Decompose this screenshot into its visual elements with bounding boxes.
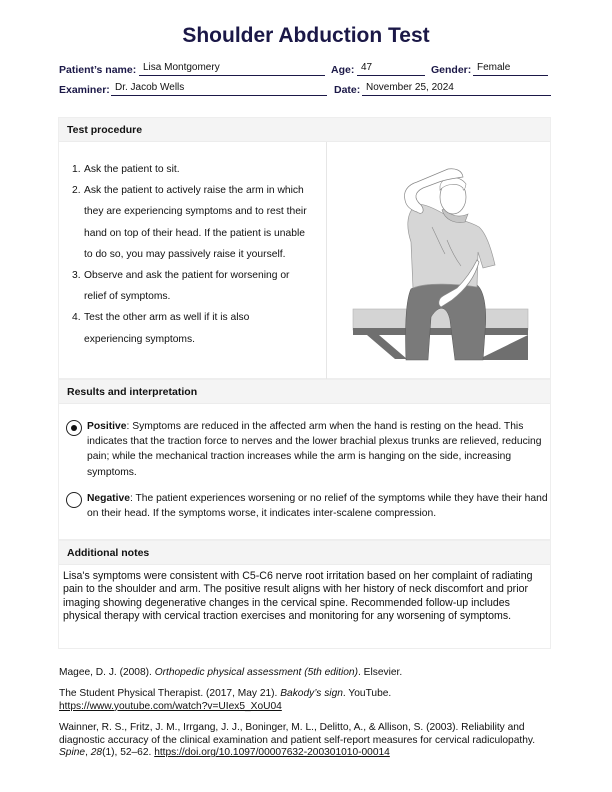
reference-text: . YouTube.: [342, 688, 392, 700]
procedure-step: [72, 159, 327, 180]
positive-text: : Symptoms are reduced in the affected arm when the hand is resting on the head. This indicates that the traction force to nerves and the lower brachial plexus trunks are relieved, reducing pain; while the mechanical traction increases while the arm is hanging on the side, increasing symptoms.: [87, 421, 542, 478]
additional-notes-section: [58, 540, 551, 649]
patient-name-label: Patient’s name:: [59, 64, 137, 76]
test-procedure-heading: Test procedure: [59, 118, 550, 142]
age-label: Age:: [331, 64, 355, 76]
procedure-steps-list: [72, 159, 327, 350]
procedure-step: [72, 180, 327, 265]
step-text-line: hand on top of their head. If the patient is unable: [84, 227, 305, 239]
examiner-field[interactable]: Dr. Jacob Wells: [111, 83, 327, 96]
negative-description: [87, 491, 549, 521]
results-section: [58, 379, 551, 540]
reference-title: Spine: [59, 747, 86, 759]
bench-frame: [353, 328, 528, 335]
negative-text: : The patient experiences worsening or no relief of the symptoms while they have their hand on their head. If the symptoms worse, it indicates inter-scalene compression.: [87, 493, 548, 520]
step-number: 4.: [72, 312, 81, 324]
illustration-panel: [327, 142, 552, 379]
step-number: 2.: [72, 185, 81, 197]
negative-radio[interactable]: [66, 492, 82, 508]
reference-text: The Student Physical Therapist. (2017, May 21).: [59, 688, 281, 700]
reference-title: Bakody’s sign: [280, 688, 343, 700]
positive-description: [87, 419, 549, 480]
date-label: Date:: [334, 84, 361, 96]
bench-leg-left: [367, 335, 407, 359]
references-list: [59, 667, 559, 768]
reference-text: . Elsevier.: [358, 667, 403, 678]
results-heading: Results and interpretation: [59, 380, 550, 404]
step-text-line: Observe and ask the patient for worsening or: [84, 270, 290, 282]
reference-volume: 28: [90, 747, 103, 759]
result-option-positive[interactable]: [66, 419, 546, 481]
reference-text: Wainner, R. S., Fritz, J. M., Irrgang, J. J., Boninger, M. L., Delitto, A., & Allison, S. (2003). Reliability and diagnostic accuracy of the clinical examination and patient self-report measures for cervical radiculopathy.: [59, 722, 536, 746]
step-number: 1.: [72, 164, 81, 175]
gender-field[interactable]: Female: [473, 63, 548, 76]
reference-link[interactable]: https://www.youtube.com/watch?v=UIex5_XoU04: [59, 700, 282, 712]
step-text-line: they are experiencing symptoms and to rest their: [84, 206, 307, 218]
reference-item: [59, 688, 559, 713]
step-text-line: Ask the patient to sit.: [84, 164, 180, 175]
additional-notes-heading: Additional notes: [59, 541, 550, 565]
test-procedure-section: [58, 117, 551, 379]
reference-text: (1), 52–62.: [102, 747, 155, 759]
positive-radio[interactable]: [66, 420, 82, 436]
age-field[interactable]: 47: [357, 63, 425, 76]
negative-label: Negative: [87, 493, 130, 504]
reference-item: [59, 722, 559, 759]
date-field[interactable]: November 25, 2024: [362, 83, 551, 96]
additional-notes-text[interactable]: Lisa's symptoms were consistent with C5-C6 nerve root irritation based on her complaint of radiating pain to the shoulder and arm. The positive result aligns with her history of neck discomfort and prior imaging showing degenerative changes in the cervical spine. Recommended follow-up includes physical therapy with cervical traction exercises and monitoring for any worsening of symptoms.: [63, 570, 533, 623]
reference-text: ,: [85, 747, 91, 759]
result-option-negative[interactable]: [66, 491, 546, 523]
gender-label: Gender:: [431, 64, 472, 76]
reference-link[interactable]: https://doi.org/10.1097/00007632-200301010-00014: [154, 747, 390, 759]
step-text-line: to do so, you may passively raise it yourself.: [84, 248, 286, 260]
document-title: Shoulder Abduction Test: [182, 24, 430, 47]
reference-text: Magee, D. J. (2008).: [59, 667, 155, 678]
step-text-line: experiencing symptoms.: [84, 333, 196, 345]
seated-patient-illustration: [327, 142, 552, 379]
reference-title: Orthopedic physical assessment (5th edition): [154, 667, 358, 678]
procedure-step: [72, 307, 327, 349]
reference-item: [59, 667, 559, 679]
procedure-steps-panel: [59, 142, 327, 379]
positive-label: Positive: [87, 421, 127, 432]
examiner-label: Examiner:: [59, 84, 110, 96]
step-number: 3.: [72, 270, 81, 282]
procedure-step: [72, 265, 327, 307]
patient-name-field[interactable]: Lisa Montgomery: [139, 63, 325, 76]
step-text-line: relief of symptoms.: [84, 291, 171, 303]
step-text-line: Test the other arm as well if it is also: [84, 312, 250, 324]
step-text-line: Ask the patient to actively raise the arm in which: [84, 185, 304, 197]
